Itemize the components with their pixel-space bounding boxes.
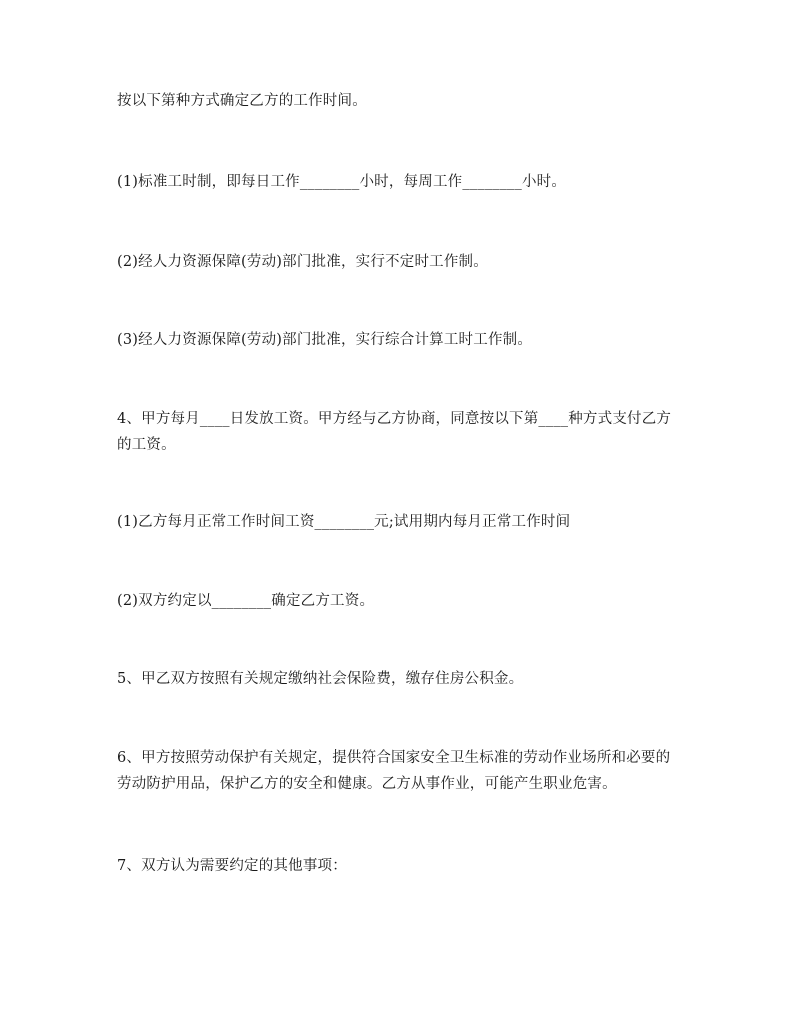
paragraph-labor-protection: 6、甲方按照劳动保护有关规定，提供符合国家安全卫生标准的劳动作业场所和必要的劳动防护用品，保护乙方的安全和健康。乙方从事作业，可能产生职业危害。 [117,750,671,792]
paragraph-comprehensive-hours: (3)经人力资源保障(劳动)部门批准，实行综合计算工时工作制。 [117,332,533,348]
paragraph-monthly-salary: (1)乙方每月正常工作时间工资________元;试用期内每月正常工作时间 [117,514,571,530]
paragraph-flexible-hours: (2)经人力资源保障(劳动)部门批准，实行不定时工作制。 [117,254,488,270]
paragraph-work-time-method: 按以下第种方式确定乙方的工作时间。 [117,93,367,109]
paragraph-salary-payment: 4、甲方每月____日发放工资。甲方经与乙方协商，同意按以下第____种方式支付乙方的工资。 [117,411,672,453]
paragraph-agreed-salary: (2)双方约定以________确定乙方工资。 [117,593,375,609]
paragraph-other-matters: 7、双方认为需要约定的其他事项： [117,858,347,874]
paragraph-standard-hours: (1)标准工时制，即每日工作________小时，每周工作________小时。 [117,174,567,190]
paragraph-social-insurance: 5、甲乙双方按照有关规定缴纳社会保险费，缴存住房公积金。 [117,671,524,687]
